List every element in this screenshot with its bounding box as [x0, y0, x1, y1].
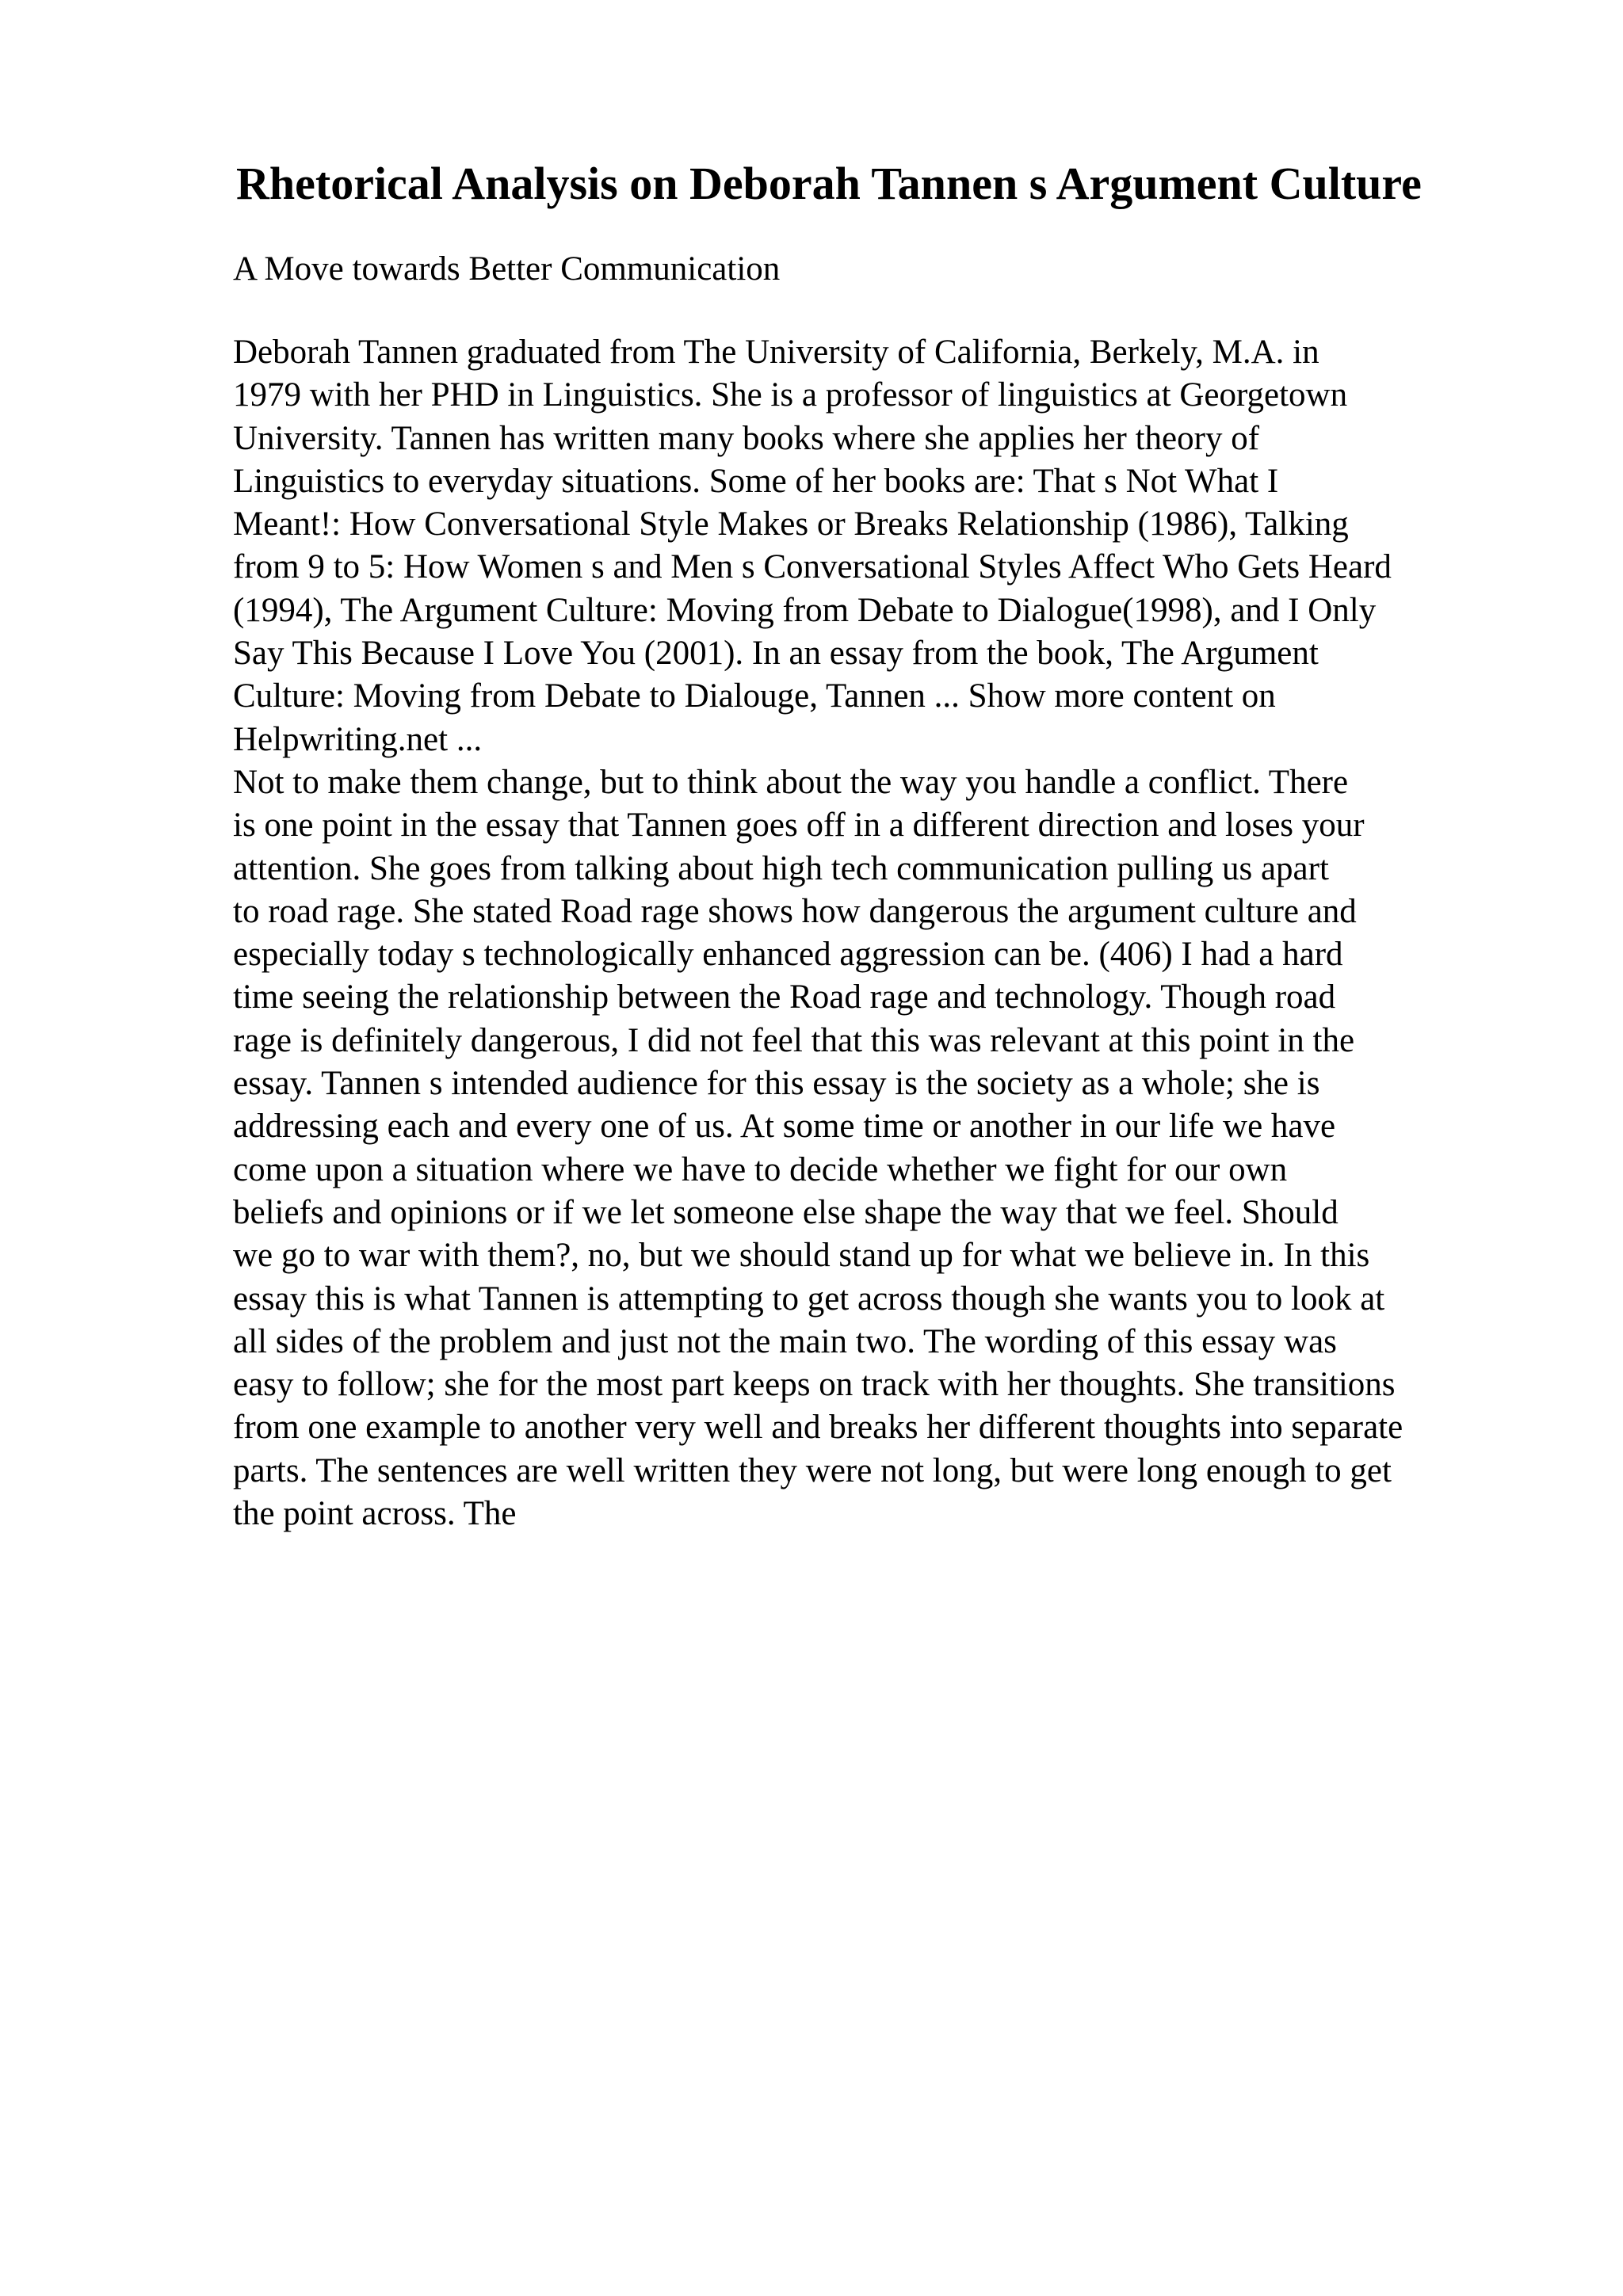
body-line: is one point in the essay that Tannen goes off in a different direction and loses your	[233, 807, 1365, 845]
body-line: essay this is what Tannen is attempting to get across though she wants you to look at	[233, 1280, 1385, 1318]
body-line: rage is definitely dangerous, I did not feel that this was relevant at this point in the	[233, 1021, 1355, 1059]
body-line: Not to make them change, but to think about the way you handle a conflict. There	[233, 763, 1349, 801]
body-line: the point across. The	[233, 1495, 517, 1533]
body-line: addressing each and every one of us. At some time or another in our life we have	[233, 1108, 1336, 1146]
body-line: Say This Because I Love You (2001). In an essay from the book, The Argument	[233, 635, 1319, 673]
body-line: essay. Tannen s intended audience for this essay is the society as a whole; she is	[233, 1065, 1320, 1103]
body-line: Meant!: How Conversational Style Makes or Breaks Relationship (1986), Talking	[233, 505, 1349, 543]
body-line: 1979 with her PHD in Linguistics. She is a professor of linguistics at Georgetown	[233, 376, 1348, 414]
body-line: especially today s technologically enhanced aggression can be. (406) I had a hard	[233, 936, 1343, 974]
body-line: from one example to another very well and breaks her different thoughts into separate	[233, 1409, 1403, 1447]
document-subtitle: A Move towards Better Communication	[233, 250, 781, 288]
body-line: to road rage. She stated Road rage shows how dangerous the argument culture and	[233, 892, 1357, 930]
body-line: come upon a situation where we have to decide whether we fight for our own	[233, 1150, 1288, 1188]
body-line: Culture: Moving from Debate to Dialouge, Tannen ... Show more content on	[233, 677, 1276, 715]
body-line: Helpwriting.net ...	[233, 720, 483, 758]
body-line: Deborah Tannen graduated from The University of California, Berkely, M.A. in	[233, 334, 1319, 371]
body-line: we go to war with them?, no, but we should stand up for what we believe in. In this	[233, 1237, 1370, 1275]
body-line: all sides of the problem and just not the main two. The wording of this essay was	[233, 1322, 1337, 1360]
document-title: Rhetorical Analysis on Deborah Tannen s Argument Culture	[236, 158, 1422, 209]
body-line: (1994), The Argument Culture: Moving from Debate to Dialogue(1998), and I Only	[233, 591, 1377, 629]
body-line: beliefs and opinions or if we let someone else shape the way that we feel. Should	[233, 1193, 1338, 1231]
body-line: from 9 to 5: How Women s and Men s Conversational Styles Affect Who Gets Heard	[233, 548, 1392, 586]
body-line: easy to follow; she for the most part keeps on track with her thoughts. She transitions	[233, 1366, 1396, 1404]
body-line: parts. The sentences are well written they were not long, but were long enough to get	[233, 1451, 1392, 1489]
body-line: Linguistics to everyday situations. Some of her books are: That s Not What I	[233, 462, 1279, 500]
document-body	[233, 331, 1612, 1535]
body-line: University. Tannen has written many books where she applies her theory of	[233, 419, 1260, 457]
body-line: attention. She goes from talking about high tech communication pulling us apart	[233, 849, 1329, 887]
body-line: time seeing the relationship between the Road rage and technology. Though road	[233, 978, 1336, 1016]
